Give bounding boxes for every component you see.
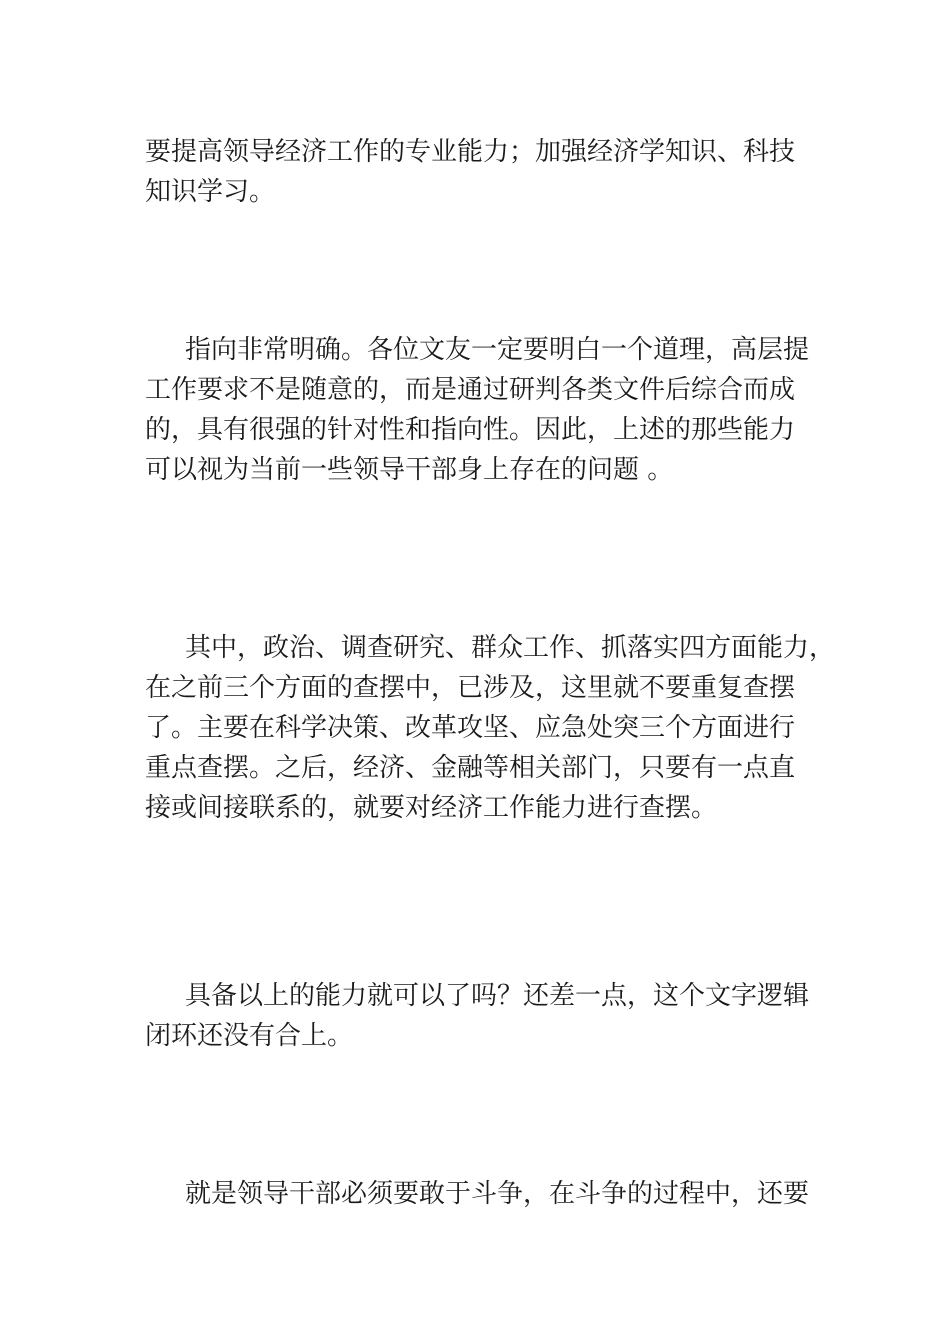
text-line: 的，具有很强的针对性和指向性。因此，上述的那些能力 bbox=[145, 415, 796, 445]
text-line: 重点查摆。之后，经济、金融等相关部门，只要有一点直 bbox=[145, 753, 796, 783]
text-line: 在之前三个方面的查摆中，已涉及，这里就不要重复查摆 bbox=[145, 673, 796, 703]
text-line: 具备以上的能力就可以了吗？还差一点，这个文字逻辑 bbox=[185, 981, 810, 1011]
text-line: 了。主要在科学决策、改革攻坚、应急处突三个方面进行 bbox=[145, 713, 796, 743]
text-line: 就是领导干部必须要敢于斗争，在斗争的过程中，还要 bbox=[185, 1179, 810, 1209]
text-line: 接或间接联系的，就要对经济工作能力进行查摆。 bbox=[145, 793, 718, 823]
text-line: 知识学习。 bbox=[145, 177, 276, 207]
text-line: 要提高领导经济工作的专业能力；加强经济学知识、科技 bbox=[145, 137, 796, 167]
text-line: 其中，政治、调查研究、群众工作、抓落实四方面能力， bbox=[185, 633, 836, 663]
text-line: 可以视为当前一些领导干部身上存在的问题 。 bbox=[145, 455, 674, 485]
paragraph-4 bbox=[145, 976, 825, 1056]
paragraph-3 bbox=[145, 628, 836, 828]
text-line: 指向非常明确。各位文友一定要明白一个道理，高层提 bbox=[185, 335, 810, 365]
text-line: 工作要求不是随意的，而是通过研判各类文件后综合而成 bbox=[145, 375, 796, 405]
paragraph-2 bbox=[145, 330, 825, 490]
paragraph-1 bbox=[145, 132, 825, 212]
text-line: 闭环还没有合上。 bbox=[145, 1021, 354, 1051]
paragraph-5 bbox=[145, 1174, 825, 1214]
